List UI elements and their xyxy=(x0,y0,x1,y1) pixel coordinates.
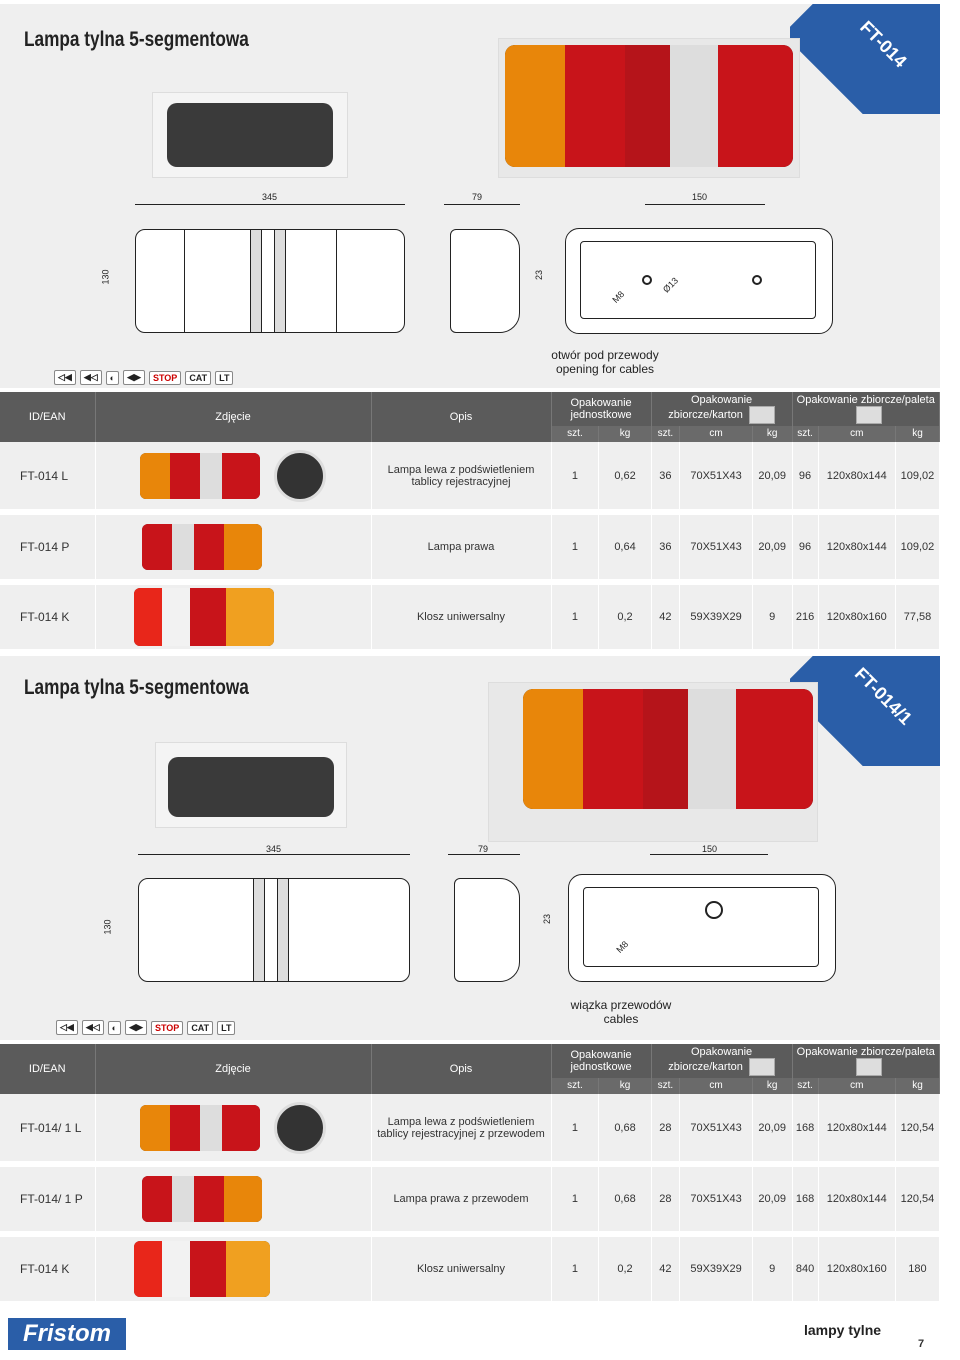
cell: 42 xyxy=(651,582,680,652)
function-icons xyxy=(54,370,233,385)
col-pack1: Opakowanie jednostkowe xyxy=(551,392,651,426)
row-opis: Klosz uniwersalny xyxy=(371,1234,551,1304)
reverse-icon: ◐ xyxy=(108,1021,121,1035)
cell: 36 xyxy=(651,512,680,582)
cell: 0,62 xyxy=(599,442,651,512)
cell: 120x80x144 xyxy=(818,512,895,582)
col-photo: Zdjęcie xyxy=(95,392,371,442)
cell: 28 xyxy=(651,1094,680,1164)
lt-icon: LT xyxy=(215,371,233,385)
lamp-front-photo xyxy=(498,38,800,178)
cell: 120,54 xyxy=(895,1094,939,1164)
product-table-1 xyxy=(0,392,940,655)
table-row xyxy=(0,512,940,582)
cat-icon: CAT xyxy=(185,371,211,385)
indicator-icon: ◁◀ xyxy=(56,1020,78,1035)
cell: 120,54 xyxy=(895,1164,939,1234)
cell: 70X51X43 xyxy=(680,512,753,582)
cell: 70X51X43 xyxy=(680,1094,753,1164)
row-photo xyxy=(95,582,371,652)
product-code: FT-014 xyxy=(856,16,911,72)
dim-79: 79 xyxy=(472,192,483,202)
sub-kg: kg xyxy=(599,1078,651,1094)
cell: 1 xyxy=(551,1234,599,1304)
row-photo xyxy=(95,1234,371,1304)
table-row xyxy=(0,1234,940,1304)
product-code: FT-014/1 xyxy=(850,663,916,729)
cell: 70X51X43 xyxy=(680,442,753,512)
stop-icon: STOP xyxy=(149,371,181,385)
box-icon xyxy=(749,406,775,424)
row-photo xyxy=(95,1164,371,1234)
cell: 77,58 xyxy=(895,582,939,652)
row-photo xyxy=(95,512,371,582)
section-ft014 xyxy=(0,4,940,388)
sub-cm: cm xyxy=(680,426,753,442)
col-photo: Zdjęcie xyxy=(95,1044,371,1094)
sub-szt: szt. xyxy=(792,426,818,442)
cell: 1 xyxy=(551,442,599,512)
indicator-icon: ◁◀ xyxy=(54,370,76,385)
pallet-icon xyxy=(856,406,882,424)
cell: 0,64 xyxy=(599,512,651,582)
cable-note: wiązka przewodów cables xyxy=(570,998,672,1026)
plate-light-photo xyxy=(274,450,326,502)
side-drawing xyxy=(454,878,520,982)
dim-130: 130 xyxy=(102,919,113,935)
brand-logo: Fristom xyxy=(8,1318,126,1350)
pallet-icon xyxy=(856,1058,882,1076)
col-pack3: Opakowanie zbiorcze/paleta xyxy=(792,1044,940,1078)
cell: 0,2 xyxy=(599,1234,651,1304)
table-row xyxy=(0,1094,940,1164)
dim-345: 345 xyxy=(266,844,282,854)
dim-130: 130 xyxy=(100,269,111,285)
cable-note: otwór pod przewody opening for cables xyxy=(551,348,659,376)
cell: 168 xyxy=(792,1094,818,1164)
sub-szt: szt. xyxy=(651,426,680,442)
section-title: Lampa tylna 5-segmentowa xyxy=(24,676,249,699)
col-pack2: Opakowanie zbiorcze/karton xyxy=(651,392,792,426)
cell: 1 xyxy=(551,1094,599,1164)
row-id: FT-014 L xyxy=(0,442,95,512)
row-opis: Lampa lewa z podświetleniem tablicy rejestracyjnej z przewodem xyxy=(371,1094,551,1164)
col-pack2: Opakowanie zbiorcze/karton xyxy=(651,1044,792,1078)
product-table-2 xyxy=(0,1044,940,1307)
table-row xyxy=(0,442,940,512)
cell: 109,02 xyxy=(895,442,939,512)
cell: 120x80x160 xyxy=(818,582,895,652)
col-pack1: Opakowanie jednostkowe xyxy=(551,1044,651,1078)
indicator-icon: ◀◁ xyxy=(82,1020,104,1035)
footer xyxy=(0,1308,940,1356)
row-photo xyxy=(95,442,371,512)
lt-icon: LT xyxy=(217,1021,235,1035)
dim-79: 79 xyxy=(478,844,489,854)
cell: 109,02 xyxy=(895,512,939,582)
sub-kg: kg xyxy=(599,426,651,442)
cell: 28 xyxy=(651,1164,680,1234)
position-icon: ◀▶ xyxy=(125,1020,147,1035)
cell: 36 xyxy=(651,442,680,512)
row-photo xyxy=(95,1094,371,1164)
cell: 59X39X29 xyxy=(680,582,753,652)
box-icon xyxy=(749,1058,775,1076)
sub-szt: szt. xyxy=(651,1078,680,1094)
cell: 180 xyxy=(895,1234,939,1304)
sub-kg: kg xyxy=(895,1078,939,1094)
cat-icon: CAT xyxy=(187,1021,213,1035)
side-drawing xyxy=(450,229,520,333)
section-title: Lampa tylna 5-segmentowa xyxy=(24,28,249,51)
sub-kg: kg xyxy=(752,1078,792,1094)
table-row xyxy=(0,582,940,652)
front-drawing xyxy=(135,229,405,333)
cell: 216 xyxy=(792,582,818,652)
sub-szt: szt. xyxy=(551,426,599,442)
cell: 9 xyxy=(752,582,792,652)
cell: 96 xyxy=(792,512,818,582)
cell: 840 xyxy=(792,1234,818,1304)
cell: 168 xyxy=(792,1164,818,1234)
row-opis: Lampa lewa z podświetleniem tablicy rejestracyjnej xyxy=(371,442,551,512)
cell: 1 xyxy=(551,582,599,652)
row-id: FT-014/ 1 L xyxy=(0,1094,95,1164)
col-opis: Opis xyxy=(371,1044,551,1094)
dim-23: 23 xyxy=(542,913,553,925)
lamp-front-photo xyxy=(488,682,818,842)
sub-cm: cm xyxy=(818,1078,895,1094)
row-opis: Klosz uniwersalny xyxy=(371,582,551,652)
cell: 20,09 xyxy=(752,1164,792,1234)
sub-szt: szt. xyxy=(792,1078,818,1094)
sub-cm: cm xyxy=(818,426,895,442)
cell: 120x80x144 xyxy=(818,442,895,512)
indicator-icon: ◀◁ xyxy=(80,370,102,385)
cell: 20,09 xyxy=(752,1094,792,1164)
table-row xyxy=(0,1164,940,1234)
category-label: lampy tylne xyxy=(804,1322,882,1338)
dim-m8: M8 xyxy=(614,939,631,955)
cell: 1 xyxy=(551,1164,599,1234)
col-id: ID/EAN xyxy=(0,392,95,442)
cell: 120x80x144 xyxy=(818,1164,895,1234)
cell: 1 xyxy=(551,512,599,582)
front-drawing xyxy=(138,878,410,982)
cell: 42 xyxy=(651,1234,680,1304)
back-drawing xyxy=(565,228,833,334)
row-id: FT-014/ 1 P xyxy=(0,1164,95,1234)
section-ft014-1 xyxy=(0,656,940,1040)
sub-cm: cm xyxy=(680,1078,753,1094)
row-id: FT-014 K xyxy=(0,582,95,652)
cell: 20,09 xyxy=(752,512,792,582)
reverse-icon: ◐ xyxy=(106,371,119,385)
col-opis: Opis xyxy=(371,392,551,442)
back-drawing xyxy=(568,874,836,982)
cell: 59X39X29 xyxy=(680,1234,753,1304)
dim-150: 150 xyxy=(692,192,708,202)
cell: 9 xyxy=(752,1234,792,1304)
position-icon: ◀▶ xyxy=(123,370,145,385)
page-number: 7 xyxy=(918,1338,925,1350)
sub-kg: kg xyxy=(895,426,939,442)
lamp-back-photo xyxy=(152,92,348,178)
product-code-corner xyxy=(790,4,940,114)
row-opis: Lampa prawa xyxy=(371,512,551,582)
cell: 120x80x160 xyxy=(818,1234,895,1304)
col-id: ID/EAN xyxy=(0,1044,95,1094)
cell: 20,09 xyxy=(752,442,792,512)
cell: 0,2 xyxy=(599,582,651,652)
cell: 0,68 xyxy=(599,1164,651,1234)
row-opis: Lampa prawa z przewodem xyxy=(371,1164,551,1234)
lamp-back-photo xyxy=(155,742,347,828)
plate-light-photo xyxy=(274,1102,326,1154)
sub-szt: szt. xyxy=(551,1078,599,1094)
dim-m8: M8 xyxy=(610,289,627,305)
function-icons xyxy=(56,1020,235,1035)
cell: 120x80x144 xyxy=(818,1094,895,1164)
dim-d13: Ø13 xyxy=(660,275,681,295)
dim-345: 345 xyxy=(262,192,278,202)
cell: 70X51X43 xyxy=(680,1164,753,1234)
stop-icon: STOP xyxy=(151,1021,183,1035)
row-id: FT-014 K xyxy=(0,1234,95,1304)
cell: 0,68 xyxy=(599,1094,651,1164)
dim-23: 23 xyxy=(534,269,545,281)
col-pack3: Opakowanie zbiorcze/paleta xyxy=(792,392,940,426)
dim-150: 150 xyxy=(702,844,718,854)
cell: 96 xyxy=(792,442,818,512)
sub-kg: kg xyxy=(752,426,792,442)
row-id: FT-014 P xyxy=(0,512,95,582)
